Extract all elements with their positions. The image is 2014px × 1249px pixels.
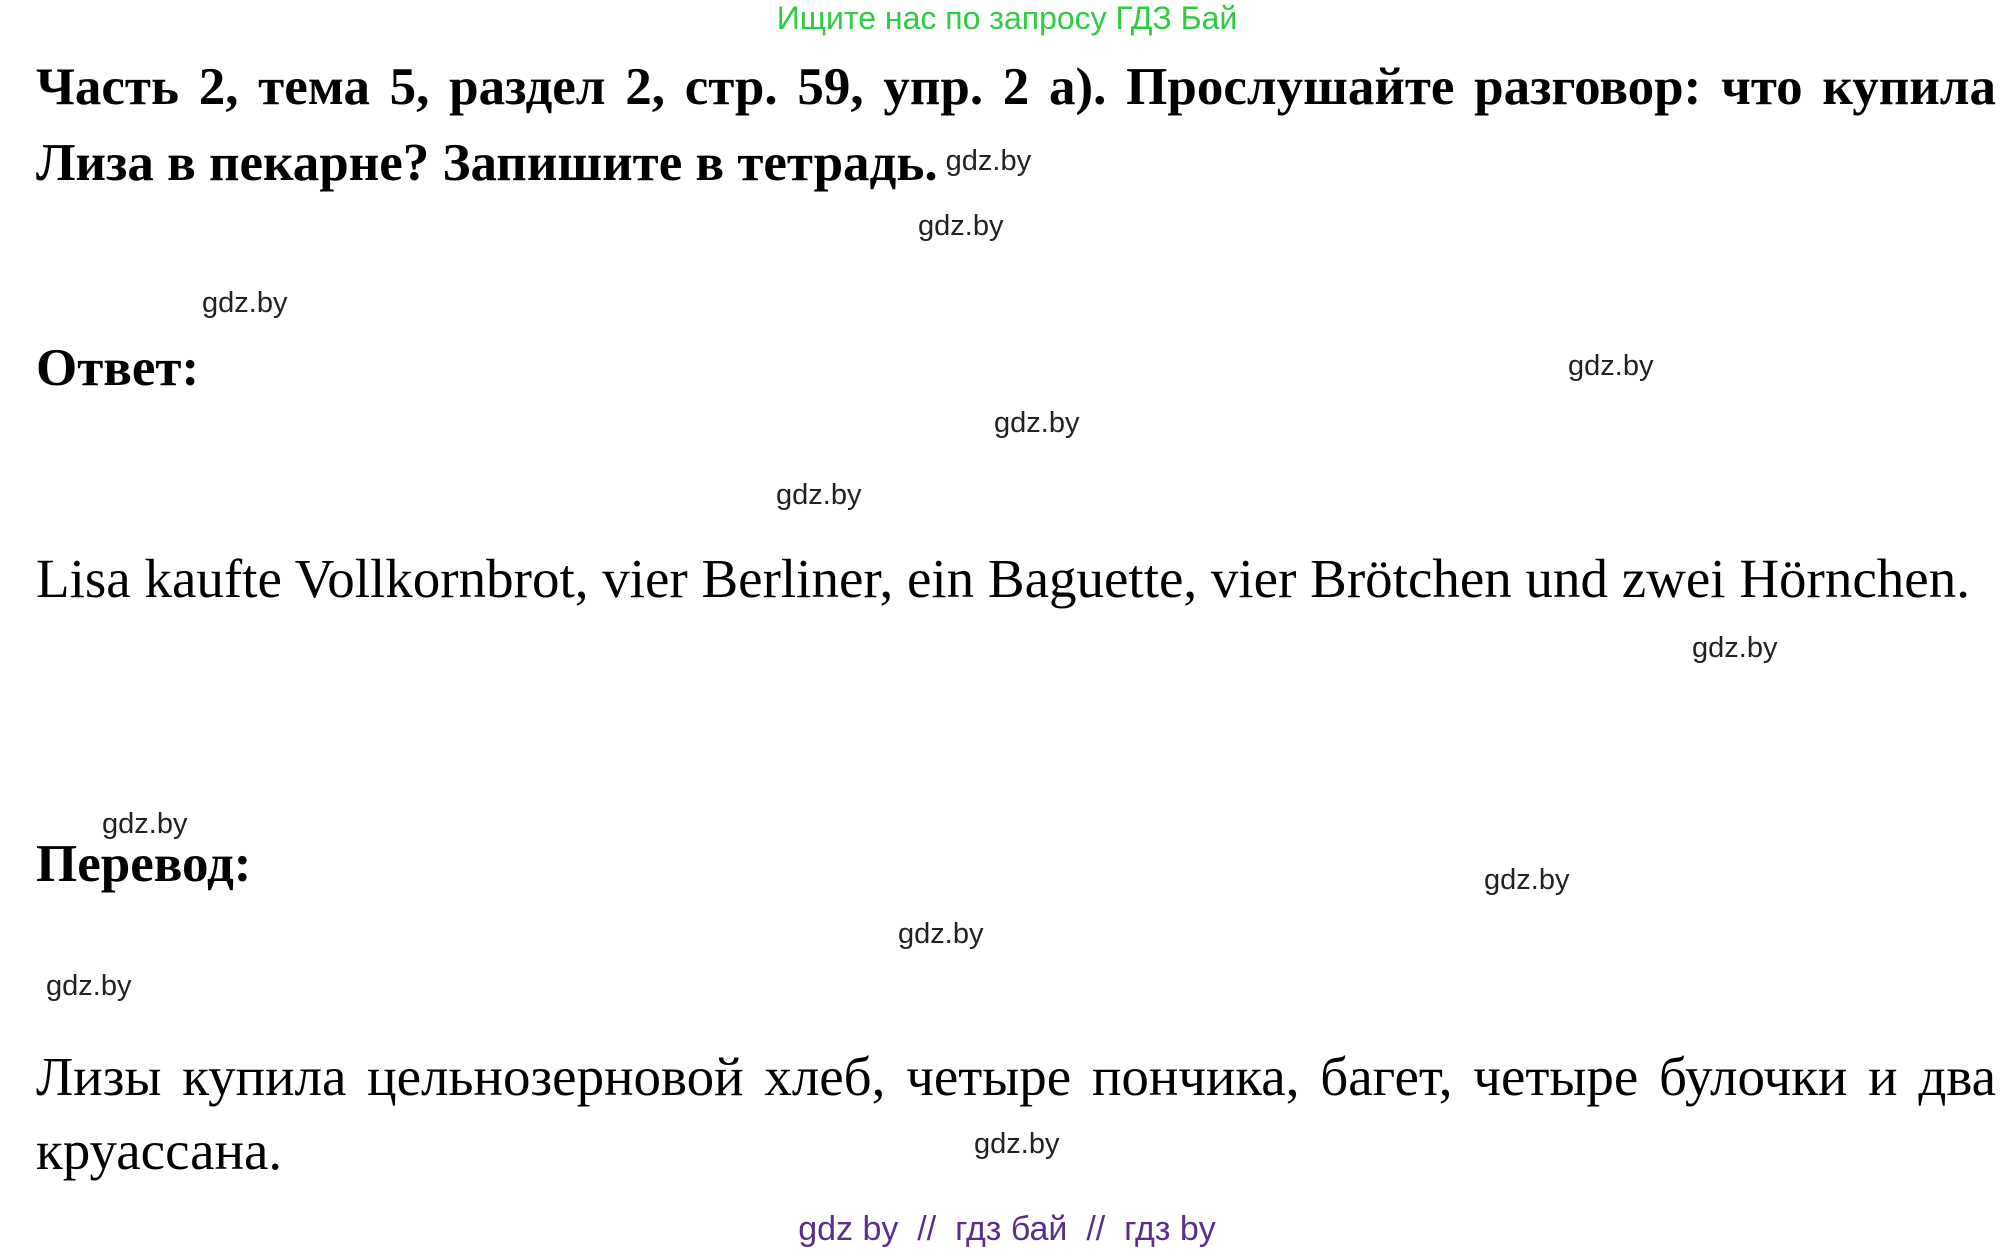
watermark: gdz.by xyxy=(994,407,1080,439)
watermark: gdz.by xyxy=(945,145,1032,177)
watermark: gdz.by xyxy=(776,479,862,511)
task-statement xyxy=(36,50,1996,200)
translation-heading: Перевод: xyxy=(36,835,252,893)
watermark: gdz.by xyxy=(1484,864,1570,896)
top-banner-link[interactable]: Ищите нас по запросу ГДЗ Бай xyxy=(776,0,1238,36)
footer-links[interactable]: gdz by // гдз бай // гдз by xyxy=(798,1210,1216,1248)
answer-heading: Ответ: xyxy=(36,339,200,397)
watermark: gdz.by xyxy=(102,808,188,840)
task-text: Часть 2, тема 5, раздел 2, стр. 59, упр. 2 а). Прослушайте разговор: что купила Лиза в пекарне? Запишите в тетрадь. xyxy=(36,58,1996,193)
translation-text: Лизы купила цельнозерновой хлеб, четыре пончика, багет, четыре булочки и два круассана. xyxy=(36,1046,1996,1181)
watermark: gdz.by xyxy=(918,210,1004,242)
watermark: gdz.by xyxy=(1692,632,1778,664)
answer-text: Lisa kaufte Vollkornbrot, vier Berliner, ein Baguette, vier Brötchen und zwei Hörnchen. xyxy=(36,548,1970,609)
watermark: gdz.by xyxy=(898,918,984,950)
watermark: gdz.by xyxy=(202,287,288,319)
watermark: gdz.by xyxy=(46,970,132,1002)
watermark: gdz.by xyxy=(1568,350,1654,382)
watermark: gdz.by xyxy=(974,1128,1060,1160)
